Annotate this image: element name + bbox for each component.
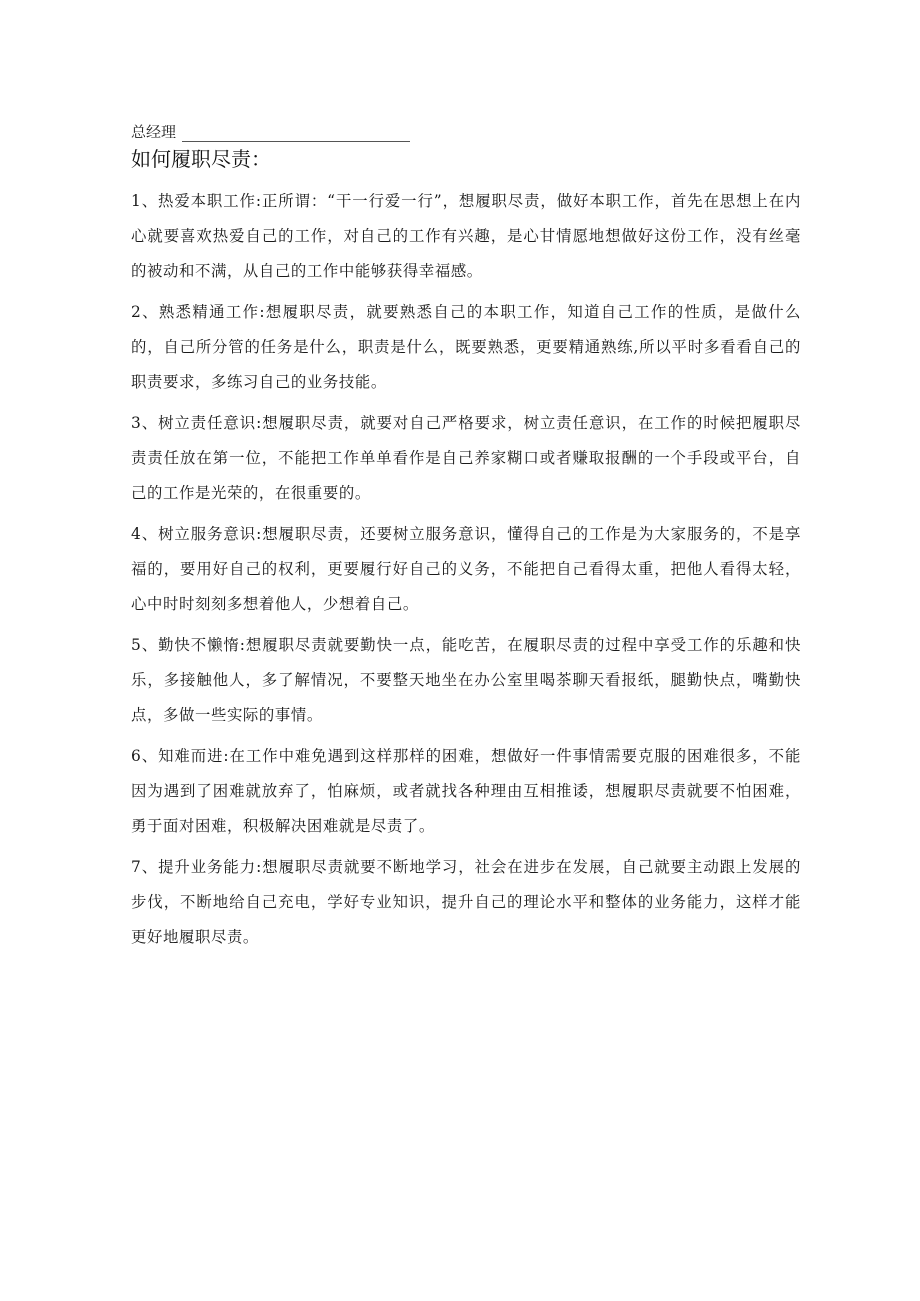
paragraph-item-7: 7、提升业务能力:想履职尽责就要不断地学习，社会在进步在发展，自己就要主动跟上发展的步伐，不断地给自己充电，学好专业知识，提升自己的理论水平和整体的业务能力，这样才能更好地履职尽责。 — [131, 858, 801, 946]
signature-label: 总经理 — [131, 123, 177, 141]
document-page — [131, 118, 801, 961]
paragraph-item-4: 4、树立服务意识:想履职尽责，还要树立服务意识，懂得自己的工作是为大家服务的，不是享福的，要用好自己的权利，更要履行好自己的义务，不能把自己看得太重，把他人看得太轻，心中时时刻刻多想着他人，少想着自己。 — [131, 525, 801, 613]
paragraph-item-5: 5、勤快不懒惰:想履职尽责就要勤快一点，能吃苦，在履职尽责的过程中享受工作的乐趣和快乐，多接触他人，多了解情况，不要整天地坐在办公室里喝茶聊天看报纸，腿勤快点，嘴勤快点，多做一些实际的事情。 — [131, 636, 801, 724]
signature-blank — [182, 125, 410, 142]
signature-line — [131, 118, 801, 142]
paragraph-item-3: 3、树立责任意识:想履职尽责，就要对自己严格要求，树立责任意识，在工作的时候把履职尽责责任放在第一位，不能把工作单单看作是自己养家糊口或者赚取报酬的一个手段或平台，自己的工作是光荣的，在很重要的。 — [131, 414, 801, 502]
paragraph-item-2: 2、熟悉精通工作:想履职尽责，就要熟悉自己的本职工作，知道自己工作的性质，是做什么的，自己所分管的任务是什么，职责是什么，既要熟悉，更要精通熟练,所以平时多看看自己的职责要求，多练习自己的业务技能。 — [131, 303, 801, 391]
paragraph-item-1: 1、热爱本职工作:正所谓：“干一行爱一行”，想履职尽责，做好本职工作，首先在思想上在内心就要喜欢热爱自己的工作，对自己的工作有兴趣，是心甘情愿地想做好这份工作，没有丝毫的被动和不满，从自己的工作中能够获得幸福感。 — [131, 192, 801, 280]
document-title: 如何履职尽责： — [131, 147, 271, 171]
paragraph-item-6: 6、知难而进:在工作中难免遇到这样那样的困难，想做好一件事情需要克服的困难很多，不能因为遇到了困难就放弃了，怕麻烦，或者就找各种理由互相推诿，想履职尽责就要不怕困难，勇于面对困难，积极解决困难就是尽责了。 — [131, 747, 801, 835]
